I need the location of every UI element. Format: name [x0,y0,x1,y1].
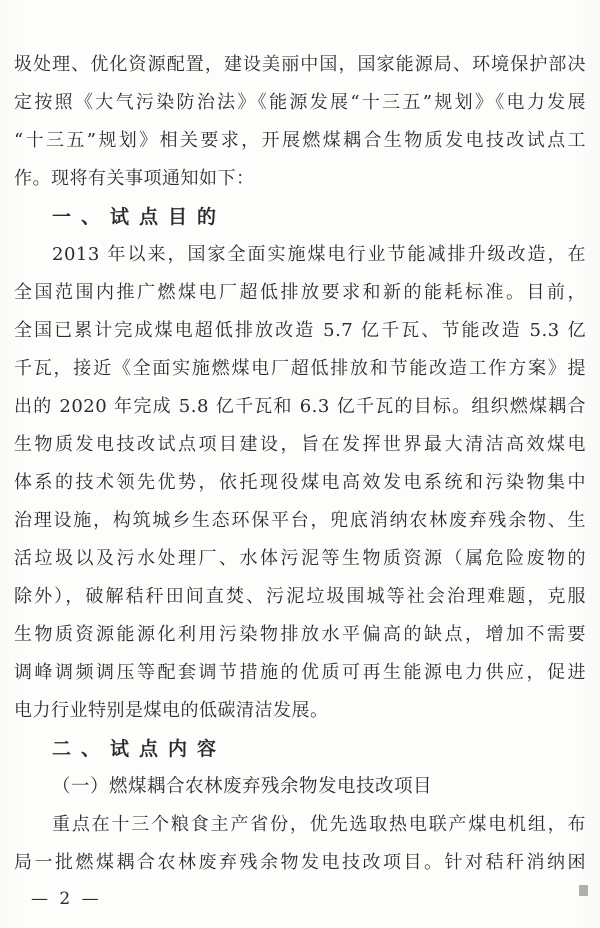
text-line: 治理设施，构筑城乡生态环保平台，兜底消纳农林废弃残余物、生 [14,510,586,531]
sub-heading: （一）燃煤耦合农林废弃残余物发电技改项目 [52,776,433,797]
text-line: 2013 年以来，国家全面实施煤电行业节能减排升级改造，在 [52,244,586,265]
text-line: 出的 2020 年完成 5.8 亿千瓦和 6.3 亿千瓦的目标。组织燃煤耦合 [14,396,586,417]
text-line: 千瓦，接近《全面实施燃煤电厂超低排放和节能改造工作方案》提 [14,358,586,379]
text-line: 生物质发电技改试点项目建设，旨在发挥世界最大清洁高效煤电 [14,434,586,455]
document-body [14,46,586,882]
text-line: 电力行业特别是煤电的低碳清洁发展。 [14,700,329,721]
page-number: — 2 — [31,889,102,909]
text-line: 定按照《大气污染防治法》《能源发展“十三五”规划》《电力发展 [14,92,586,113]
text-line: 除外），破解秸秆田间直焚、污泥垃圾围城等社会治理难题，克服 [14,586,586,607]
text-line: 体系的技术领先优势，依托现役煤电高效发电系统和污染物集中 [14,472,586,493]
text-line: 局一批燃煤耦合农林废弃残余物发电技改项目。针对秸秆消纳困 [14,852,586,873]
text-line: 调峰调频调压等配套调节措施的优质可再生能源电力供应，促进 [14,662,586,683]
text-line: “十三五”规划》相关要求，开展燃煤耦合生物质发电技改试点工 [14,130,586,151]
text-line: 圾处理、优化资源配置，建设美丽中国，国家能源局、环境保护部决 [14,54,586,75]
text-line: 全国已累计完成煤电超低排放改造 5.7 亿千瓦、节能改造 5.3 亿 [14,320,586,341]
text-line: 重点在十三个粮食主产省份，优先选取热电联产煤电机组，布 [52,814,586,835]
section-heading: 一、试点目的 [52,206,227,228]
text-line: 活垃圾以及污水处理厂、水体污泥等生物质资源（属危险废物的 [14,548,586,569]
scan-artifact [579,885,588,896]
text-line: 生物质资源能源化利用污染物排放水平偏高的缺点，增加不需要 [14,624,586,645]
text-line: 作。现将有关事项通知如下： [14,168,255,189]
text-line: 全国范围内推广燃煤电厂超低排放要求和新的能耗标准。目前， [14,282,586,303]
section-heading: 二、试点内容 [52,738,227,760]
